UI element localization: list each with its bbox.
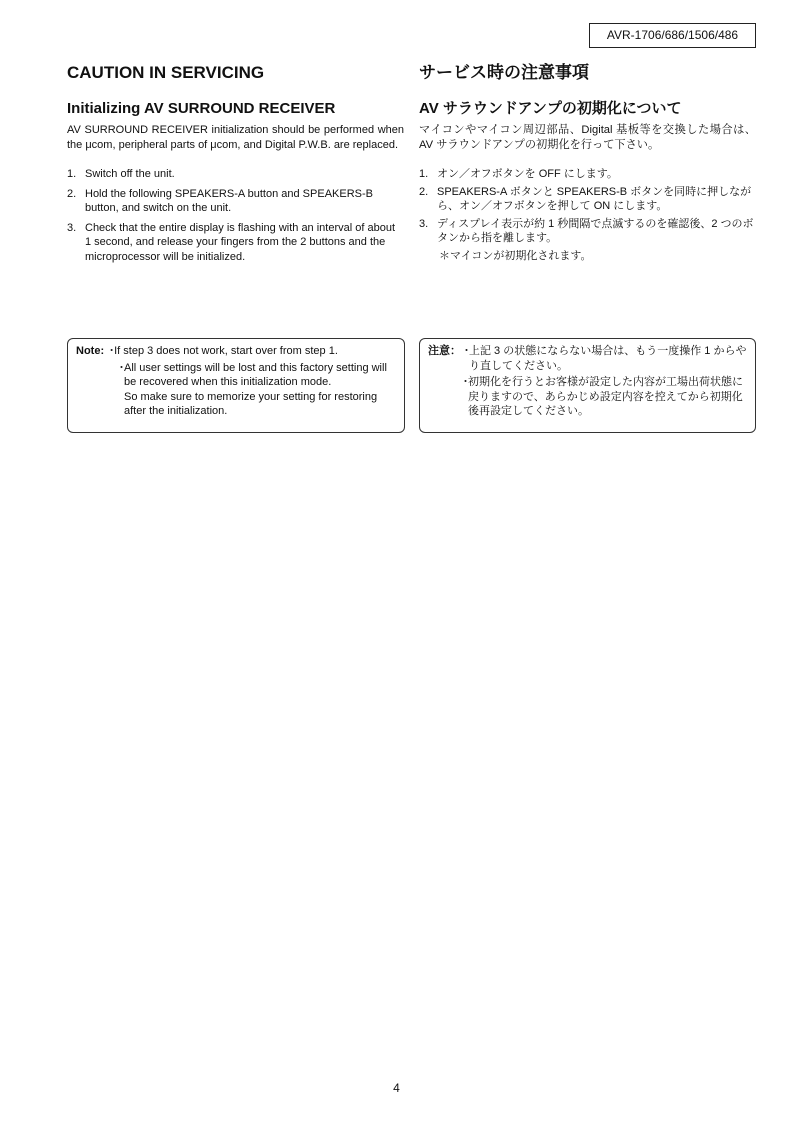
section-heading-ja: AV サラウンドアンプの初期化について <box>419 100 682 117</box>
step-item <box>419 217 756 246</box>
initialized-note-ja: ＊マイコンが初期化されます。 <box>439 249 592 262</box>
note-box-ja <box>419 338 756 433</box>
bullet-icon: ・ <box>460 376 471 388</box>
step-text: ディスプレイ表示が約 1 秒間隔で点滅するのを確認後、2 つのボタンから指を離します。 <box>437 217 754 244</box>
step-number: 3. <box>67 221 77 234</box>
step-text: Hold the following SPEAKERS-A button and SPEAKERS-B button, and switch on the unit. <box>85 187 373 214</box>
note-text: All user settings will be lost and this factory setting will be recovered when this initialization mode. <box>124 361 387 388</box>
step-number: 3. <box>419 217 429 230</box>
step-number: 2. <box>419 185 429 198</box>
note-label: Note: <box>76 345 105 357</box>
note-first-line <box>428 344 747 373</box>
step-text: SPEAKERS-A ボタンと SPEAKERS-B ボタンを同時に押しながら、オン／オフボタンを押して ON にします。 <box>437 185 752 212</box>
note-box-en <box>67 338 405 433</box>
note-text: 上記 3 の状態にならない場合は、もう一度操作 1 からやり直してください。 <box>469 345 747 372</box>
step-number: 2. <box>67 187 77 200</box>
step-text: Check that the entire display is flashing with an interval of about 1 second, and release your fingers from the 2 buttons and the microprocessor will be initialized. <box>85 221 396 263</box>
steps-list-ja <box>419 167 756 246</box>
bullet-icon: ・ <box>461 345 472 357</box>
note-label: 注意： <box>428 345 461 357</box>
note-bullet-item <box>428 375 747 419</box>
step-text: オン／オフボタンを OFF にします。 <box>437 168 618 180</box>
step-item <box>67 167 404 182</box>
english-section <box>67 62 404 269</box>
bullet-icon: ・ <box>116 361 127 374</box>
intro-paragraph-ja: マイコンやマイコン周辺部品、Digital 基板等を交換した場合は、AV サラウンドアンプの初期化を行って下さい。 <box>419 124 756 151</box>
step-item <box>67 221 404 265</box>
note-text: 初期化を行うとお客様が設定した内容が工場出荷状態に戻りますので、あらかじめ設定内容を控えてから初期化後再設定してください。 <box>468 376 743 417</box>
page-number: 4 <box>393 1081 400 1095</box>
step-number: 1. <box>67 168 77 180</box>
step-text: Switch off the unit. <box>85 168 175 180</box>
section-heading-en: Initializing AV SURROUND RECEIVER <box>67 100 336 117</box>
page-title-en: CAUTION IN SERVICING <box>67 63 265 82</box>
note-text: So make sure to memorize your setting for restoring after the initialization. <box>124 390 378 417</box>
step-item <box>419 185 756 214</box>
japanese-section <box>419 62 756 263</box>
note-text: If step 3 does not work, start over from step 1. <box>114 345 338 357</box>
step-number: 1. <box>419 168 429 180</box>
note-first-line <box>76 344 396 359</box>
page-title-ja: サービス時の注意事項 <box>419 63 589 82</box>
steps-list-en <box>67 167 404 264</box>
step-item <box>419 167 756 182</box>
step-item <box>67 187 404 216</box>
model-number-box: AVR-1706/686/1506/486 <box>589 23 756 48</box>
bullet-icon: ・ <box>106 345 118 357</box>
intro-paragraph-en: AV SURROUND RECEIVER initialization should be performed when the μcom, peripheral parts of μcom, and Digital P.W.B. are replaced. <box>67 124 404 151</box>
note-bullet-item <box>76 361 396 419</box>
